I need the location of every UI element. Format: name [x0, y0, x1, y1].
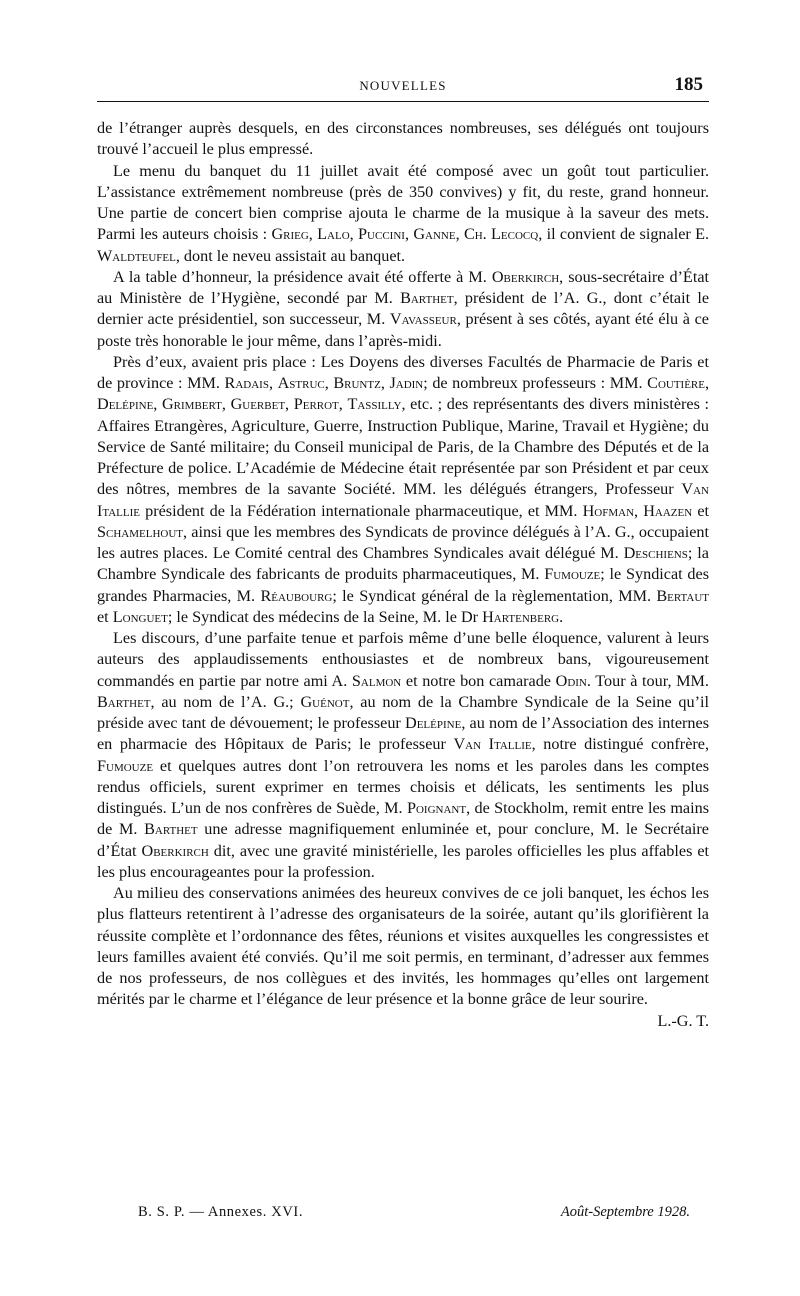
person-name: Grimbert — [161, 395, 222, 414]
person-name: Vavasseur — [389, 310, 457, 329]
person-name: Bruntz — [333, 374, 381, 392]
person-name: Fumouze — [544, 565, 601, 584]
person-name: Van Itallie — [97, 480, 709, 520]
author-signature: L.-G. T. — [657, 1011, 709, 1030]
issue-date: Août-Septembre 1928. — [560, 1204, 690, 1220]
person-name: Barthet — [400, 289, 454, 307]
person-name: Bertaut — [656, 586, 709, 605]
person-name: Radais — [224, 374, 269, 392]
article-body — [97, 118, 709, 1032]
person-name: Ch. Lecocq — [463, 225, 539, 244]
person-name: Barthet — [97, 692, 151, 711]
person-name: Guénot — [300, 692, 350, 711]
person-name: Perrot — [293, 395, 339, 414]
person-name: Haazen — [643, 501, 693, 520]
person-name: Grieg — [271, 225, 309, 244]
person-name: Guerbet — [230, 395, 286, 414]
person-name: Longuet — [112, 607, 168, 626]
paragraph-2: Le menu du banquet du 11 juillet avait été composé avec un goût tout particulier. L’assistance extrêmement nombreuse (près de 350 convives) y fit, du reste, grand honneur. Une partie de concert bien comprise ajouta le charme de la musique à la saveur des mets. Parmi les auteurs choisis : Grieg, Lalo, Puccini, Ganne, Ch. Lecocq, il convient de signaler E. Waldteufel, dont le neveu assistait au banquet. — [97, 161, 710, 265]
paragraph-5: Les discours, d’une parfaite tenue et parfois même d’une belle éloquence, valurent à leurs auteurs des applaudissements enthousiastes et de nombreux bans, vigoureusement commandés en partie par notre ami A. Salmon et notre bon camarade Odin. Tour à tour, MM. Barthet, au nom de l’A. G.; Guénot, au nom de la Chambre Syndicale de la Seine qu’il préside avec tant de dévouement; le professeur Delépine, au nom de l’Association des internes en pharmacie des Hôpitaux de Paris; le professeur Van Itallie, notre distingué confrère, Fumouze et quelques autres dont l’on retrouvera les noms et les paroles dans les comptes rendus officiels, surent exprimer en termes choisis et délicats, les sentiments les plus distingués. L’un de nos confrères de Suède, M. Poignant, de Stockholm, remit entre les mains de M. Barthet une adresse magnifiquement enluminée et, pour conclure, M. le Secrétaire d’État Oberkirch dit, avec une gravité ministérielle, les paroles officielles les plus affables et les plus encourageantes pour la profession. — [97, 629, 710, 881]
person-name: Waldteufel — [97, 246, 176, 265]
person-name: Van Itallie — [453, 735, 532, 754]
person-name: Schamelhout — [97, 522, 183, 541]
running-title: NOUVELLES — [359, 78, 447, 93]
person-name: Astruc — [277, 374, 325, 392]
person-name: Deschiens — [623, 544, 688, 562]
paragraph-3: A la table d’honneur, la présidence avait été offerte à M. Oberkirch, sous-secrétaire d’État au Ministère de l’Hygiène, secondé par M. Barthet, président de l’A. G., dont c’était le dernier acte présidentiel, son successeur, M. Vavasseur, présent à ses côtés, ayant été élu à ce poste très honorable le jour même, dans l’après-midi. — [97, 267, 710, 350]
paragraph-4: Près d’eux, avaient pris place : Les Doyens des diverses Facultés de Pharmacie de Paris et de province : MM. Radais, Astruc, Bruntz, Jadin; de nombreux professeurs : MM. Coutière, Delépine, Grimbert, Guerbet, Perrot, Tassilly, etc. ; des représentants des divers ministères : Affaires Etrangères, Agriculture, Guerre, Instruction Publique, Marine, Travail et Hygiène; du Service de Santé militaire; du Conseil municipal de Paris, de la Chambre des Députés et de la Préfecture de police. L’Académie de Médecine était représentée par son Président et par ceux des nôtres, membres de la savante Société. MM. les délégués étrangers, Professeur Van Itallie président de la Fédération internationale pharmaceutique, et MM. Hofman, Haazen et Schamelhout, ainsi que les membres des Syndicats de province délégués à l’A. G., occupaient les autres places. Le Comité central des Chambres Syndicales avait délégué M. Deschiens; la Chambre Syndicale des fabricants de produits pharmaceutiques, M. Fumouze; le Syndicat des grandes Pharmacies, M. Réaubourg; le Syndicat général de la règlementation, MM. Bertaut et Longuet; le Syndicat des médecins de la Seine, M. le Dr Hartenberg. — [97, 352, 710, 626]
person-name: Coutière — [647, 374, 705, 392]
person-name: Ganne — [413, 225, 456, 244]
page-header — [97, 74, 709, 98]
person-name: Barthet — [144, 820, 198, 839]
person-name: Delépine — [405, 714, 462, 732]
person-name: Oberkirch — [141, 841, 209, 860]
person-name: Puccini — [358, 225, 405, 244]
page-footer — [138, 1204, 690, 1226]
paragraph-1: de l’étranger auprès desquels, en des circonstances nombreuses, ses délégués ont toujours trouvé l’accueil le plus empressé. — [97, 119, 709, 159]
person-name: Fumouze — [97, 756, 154, 775]
journal-reference: B. S. P. — Annexes. XVI. — [138, 1204, 304, 1220]
paragraph-6: Au milieu des conservations animées des heureux convives de ce joli banquet, les échos les plus flatteurs retentirent à l’adresse des organisateurs de la soirée, autant qu’ils glorifièrent la réussite complète et l’ordonnance des fêtes, réunions et visites auxquelles les congressistes et leurs familles avaient été conviés. Qu’il me soit permis, en terminant, d’adresser aux femmes de nos professeurs, de nos collègues et des invités, les hommages qu’elles ont largement mérités par le charme et l’élégance de leur présence et la bonne grâce de leur sourire. L.-G. T. — [97, 883, 709, 1011]
person-name: Delépine — [97, 395, 154, 414]
person-name: Poignant — [406, 799, 467, 817]
person-name: Oberkirch — [491, 267, 560, 286]
header-rule — [97, 101, 709, 102]
person-name: Réaubourg — [260, 586, 333, 605]
person-name: Jadin — [389, 374, 424, 392]
person-name: Hartenberg — [482, 607, 560, 626]
person-name: Odin — [555, 671, 587, 690]
person-name: Hofman — [582, 501, 635, 520]
person-name: Lalo — [317, 225, 350, 244]
person-name: Salmon — [351, 671, 402, 690]
person-name: Tassilly — [347, 395, 402, 414]
page-number: 185 — [674, 74, 703, 95]
